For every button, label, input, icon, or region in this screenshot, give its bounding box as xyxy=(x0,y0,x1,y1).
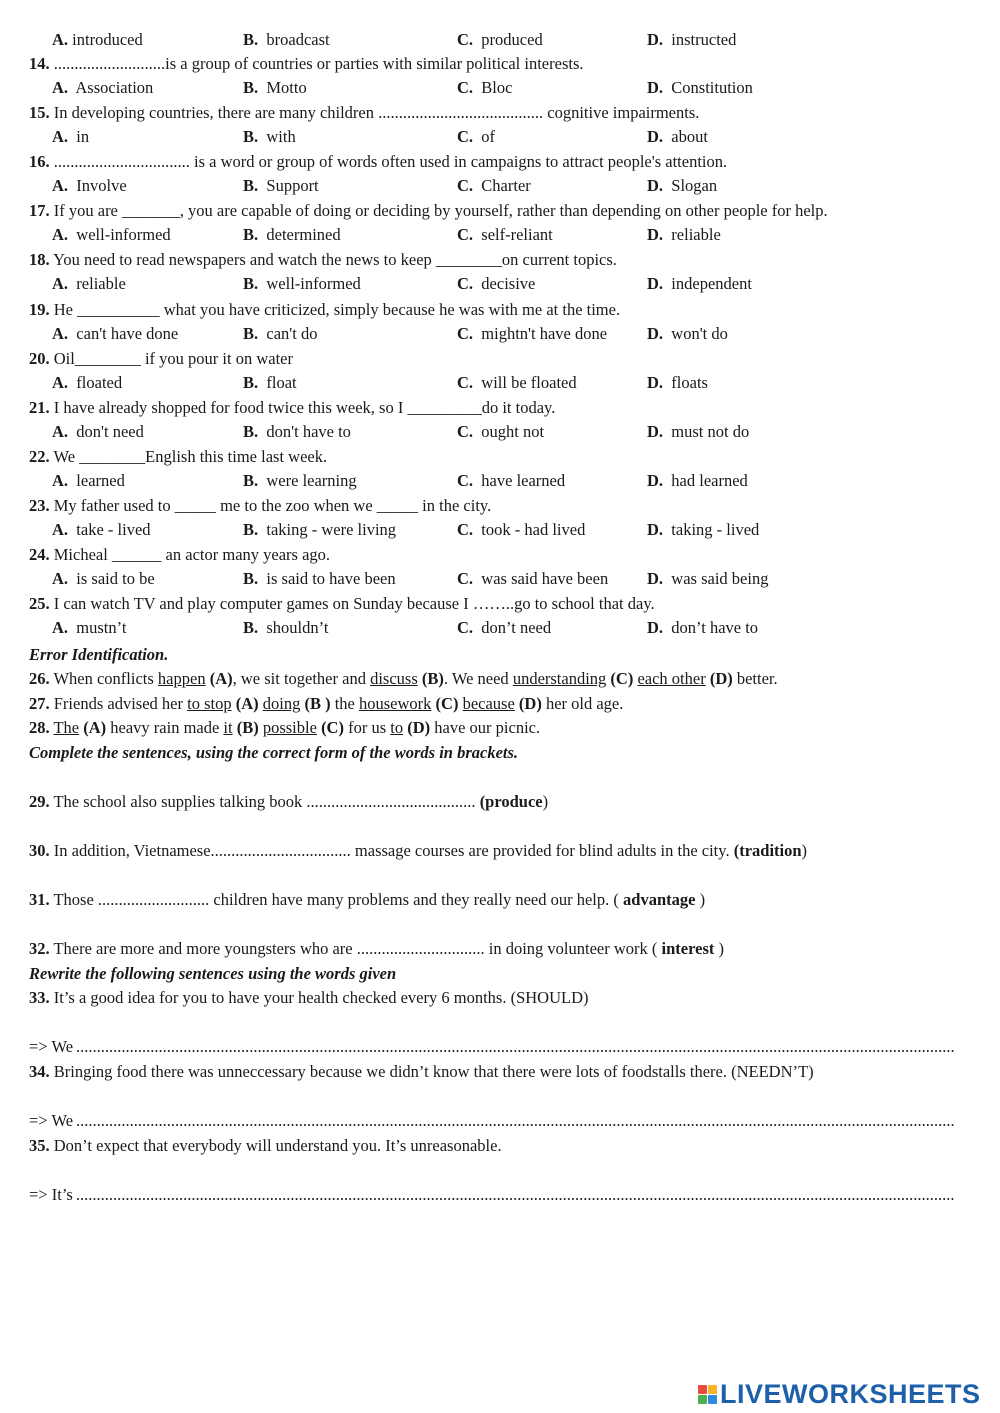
option-c: Bloc xyxy=(481,78,513,97)
option-row: A. mustn’t B. shouldn’t C. don’t need D. don’t have to xyxy=(52,618,759,637)
option-a: reliable xyxy=(76,274,126,293)
option-a: well-informed xyxy=(76,225,171,244)
option-b: is said to have been xyxy=(266,569,396,588)
option-row: A. Association B. Motto C. Bloc D. Constitution xyxy=(52,78,753,97)
question-15: 15. In developing countries, there are many children ........................................ cognitive impairments. xyxy=(29,103,700,122)
option-d: had learned xyxy=(671,471,748,490)
word-form-question-32: 32. There are more and more youngsters who are ............................... in doing volunteer work ( interest ) xyxy=(29,939,724,958)
rewrite-question-33: 33. It’s a good idea for you to have your health checked every 6 months. (SHOULD) xyxy=(29,988,589,1007)
answer-prefix: => We xyxy=(29,1111,74,1130)
option-d: must not do xyxy=(671,422,750,441)
option-row-13: A. introduced B. broadcast C. produced D. instructed xyxy=(52,30,737,49)
word-form-question-29: 29. The school also supplies talking book ......................................... (produce) xyxy=(29,792,549,811)
error-question-27: 27. Friends advised her to stop (A) doing (B ) the housework (C) because (D) her old age. xyxy=(29,694,624,713)
option-b: shouldn’t xyxy=(266,618,329,637)
option-c: took - had lived xyxy=(481,520,586,539)
question-stem: Micheal ______ an actor many years ago. xyxy=(53,545,331,564)
option-c: was said have been xyxy=(481,569,609,588)
question-16: 16. ................................. is a word or group of words often used in campaigns to attract people's attention. xyxy=(29,152,728,171)
option-c: mightn't have done xyxy=(481,324,608,343)
option-a: introduced xyxy=(72,30,143,49)
question-23: 23. My father used to _____ me to the zoo when we _____ in the city. xyxy=(29,496,492,515)
brand-name: LIVEWORKSHEETS xyxy=(720,1378,981,1409)
option-d: won't do xyxy=(671,324,728,343)
option-a: Association xyxy=(75,78,154,97)
answer-prefix: => We xyxy=(29,1037,74,1056)
option-row: A. floated B. float C. will be floated D. floats xyxy=(52,373,708,392)
liveworksheets-logo[interactable] xyxy=(698,1378,981,1410)
question-stem: My father used to _____ me to the zoo when we _____ in the city. xyxy=(53,496,492,515)
option-a: can't have done xyxy=(76,324,179,343)
question-18: 18. You need to read newspapers and watch the news to keep ________on current topics. xyxy=(29,250,617,269)
question-stem: He __________ what you have criticized, simply because he was with me at the time. xyxy=(53,300,621,319)
option-a: is said to be xyxy=(76,569,155,588)
question-stem: You need to read newspapers and watch the news to keep ________on current topics. xyxy=(53,250,617,269)
question-stem: ...........................is a group of countries or parties with similar political interests. xyxy=(53,54,584,73)
section-heading-error: Error Identification. xyxy=(29,645,169,664)
question-stem: ................................. is a word or group of words often used in campaigns to attract people's attention. xyxy=(53,152,728,171)
option-c: self-reliant xyxy=(481,225,553,244)
option-c: Charter xyxy=(481,176,531,195)
option-row: A. Involve B. Support C. Charter D. Slogan xyxy=(52,176,718,195)
answer-line-34[interactable] xyxy=(0,1109,1000,1133)
option-c: don’t need xyxy=(481,618,552,637)
question-stem: Oil________ if you pour it on water xyxy=(53,349,293,368)
option-d: independent xyxy=(671,274,752,293)
option-b: well-informed xyxy=(266,274,361,293)
option-d: taking - lived xyxy=(671,520,760,539)
option-row: A. well-informed B. determined C. self-reliant D. reliable xyxy=(52,225,721,244)
question-19: 19. He __________ what you have criticized, simply because he was with me at the time. xyxy=(29,300,621,319)
option-row: A. is said to be B. is said to have been C. was said have been D. was said being xyxy=(52,569,769,588)
option-d: reliable xyxy=(671,225,721,244)
option-d: Slogan xyxy=(671,176,718,195)
option-row: A. don't need B. don't have to C. ought not D. must not do xyxy=(52,422,750,441)
option-b: Motto xyxy=(266,78,307,97)
option-b: were learning xyxy=(266,471,357,490)
option-a: in xyxy=(76,127,90,146)
option-a: take - lived xyxy=(76,520,151,539)
section-heading-rewrite: Rewrite the following sentences using the words given xyxy=(29,964,397,983)
rewrite-question-35: 35. Don’t expect that everybody will understand you. It’s unreasonable. xyxy=(29,1136,502,1155)
question-24: 24. Micheal ______ an actor many years ago. xyxy=(29,545,331,564)
answer-prefix: => It’s xyxy=(29,1185,73,1204)
option-a: Involve xyxy=(76,176,127,195)
error-question-28: 28. The (A) heavy rain made it (B) possible (C) for us to (D) have our picnic. xyxy=(29,718,541,737)
option-b: Support xyxy=(266,176,319,195)
liveworksheets-logo-icon xyxy=(698,1385,717,1404)
option-a: don't need xyxy=(76,422,144,441)
question-20: 20. Oil________ if you pour it on water xyxy=(29,349,293,368)
option-c: ought not xyxy=(481,422,545,441)
option-a: learned xyxy=(76,471,125,490)
word-form-question-30: 30. In addition, Vietnamese.................................. massage courses are provided for blind adults in the city. (tradition) xyxy=(29,841,808,860)
option-row: A. in B. with C. of D. about xyxy=(52,127,708,146)
option-d: about xyxy=(671,127,708,146)
question-25: 25. I can watch TV and play computer games on Sunday because I ……..go to school that day. xyxy=(29,594,655,613)
word-form-question-31: 31. Those ........................... children have many problems and they really need our help. ( advantage ) xyxy=(29,890,706,909)
question-14: 14. ...........................is a group of countries or parties with similar political interests. xyxy=(29,54,584,73)
question-22: 22. We ________English this time last week. xyxy=(29,447,328,466)
question-stem: In developing countries, there are many children ........................................ cognitive impairments. xyxy=(53,103,700,122)
question-stem: I have already shopped for food twice this week, so I _________do it today. xyxy=(53,398,556,417)
option-b: can't do xyxy=(266,324,318,343)
option-b: with xyxy=(266,127,296,146)
option-a: mustn’t xyxy=(76,618,127,637)
option-d: floats xyxy=(671,373,708,392)
option-row: A. take - lived B. taking - were living C. took - had lived D. taking - lived xyxy=(52,520,760,539)
option-d: was said being xyxy=(671,569,769,588)
question-stem: I can watch TV and play computer games on Sunday because I ……..go to school that day. xyxy=(53,594,655,613)
option-b: taking - were living xyxy=(266,520,397,539)
option-c: decisive xyxy=(481,274,536,293)
option-c: produced xyxy=(481,30,543,49)
option-b: broadcast xyxy=(266,30,330,49)
option-b: don't have to xyxy=(266,422,351,441)
option-a: floated xyxy=(76,373,123,392)
question-stem: If you are _______, you are capable of doing or deciding by yourself, rather than depending on other people for help. xyxy=(53,201,828,220)
question-stem: We ________English this time last week. xyxy=(53,447,328,466)
option-c: have learned xyxy=(481,471,566,490)
error-question-26: 26. When conflicts happen (A), we sit together and discuss (B). We need understanding (C) each other (D) better. xyxy=(29,669,778,688)
rewrite-question-34: 34. Bringing food there was unneccessary because we didn’t know that there were lots of foodstalls there. (NEEDN’T) xyxy=(29,1062,814,1081)
option-row: A. reliable B. well-informed C. decisive D. independent xyxy=(52,274,752,293)
option-row: A. learned B. were learning C. have learned D. had learned xyxy=(52,471,748,490)
option-c: of xyxy=(481,127,496,146)
question-21: 21. I have already shopped for food twice this week, so I _________do it today. xyxy=(29,398,556,417)
answer-line-35[interactable] xyxy=(0,1183,1000,1207)
option-d: don’t have to xyxy=(671,618,759,637)
option-b: float xyxy=(266,373,297,392)
answer-line-33[interactable] xyxy=(0,1035,1000,1059)
section-heading-word-form: Complete the sentences, using the correct form of the words in brackets. xyxy=(29,743,519,762)
option-c: will be floated xyxy=(481,373,577,392)
option-d: instructed xyxy=(671,30,737,49)
question-17: 17. If you are _______, you are capable of doing or deciding by yourself, rather than depending on other people for help. xyxy=(29,201,828,220)
option-b: determined xyxy=(266,225,341,244)
option-row: A. can't have done B. can't do C. mightn't have done D. won't do xyxy=(52,324,728,343)
option-d: Constitution xyxy=(671,78,753,97)
